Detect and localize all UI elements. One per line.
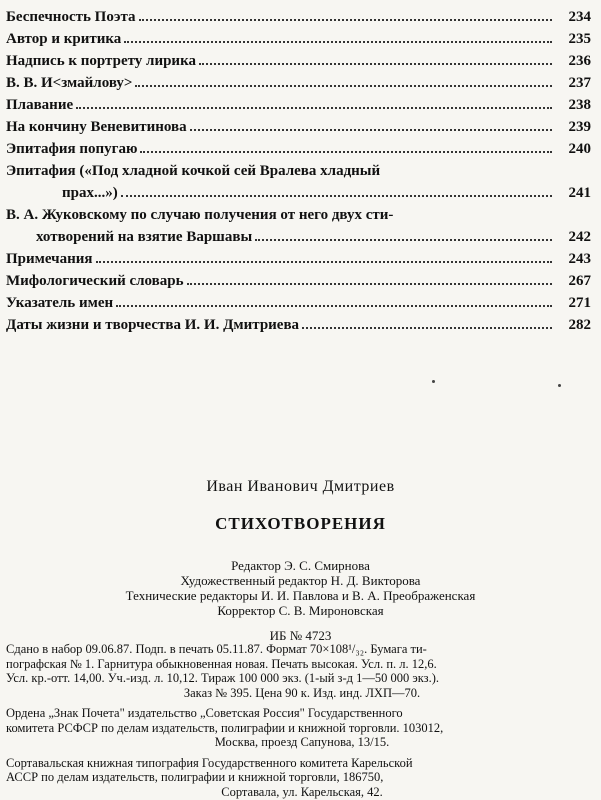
credit-line: Технические редакторы И. И. Павлова и В. А. Преображенская <box>125 588 476 603</box>
toc-entry-continuation[interactable] <box>6 182 591 204</box>
toc-entry[interactable] <box>6 50 591 72</box>
toc-entry-page: 242 <box>568 229 591 245</box>
print-line: Заказ № 395. Цена 90 к. Изд. инд. ЛХП—70. <box>183 685 421 700</box>
toc-entry-page: 243 <box>568 251 591 267</box>
toc-entry-page: 235 <box>568 31 591 47</box>
print-speck <box>432 380 435 383</box>
toc-entry-title: В. А. Жуковскому по случаю получения от него двух сти- <box>6 207 394 223</box>
toc-entry[interactable] <box>6 292 591 314</box>
toc-entry-title: Мифологический словарь <box>6 273 184 289</box>
printer-line: АССР по делам издательств, полиграфии и книжной торговли, 186750, <box>6 770 384 784</box>
toc-entry-title: Указатель имен <box>6 295 114 311</box>
toc-entry-title: прах...») <box>62 185 118 201</box>
toc-entry-title: Эпитафия попугаю <box>6 141 138 157</box>
toc-entry[interactable] <box>6 72 591 94</box>
toc-entry-title: Надпись к портрету лирика <box>6 53 196 69</box>
toc-entry[interactable] <box>6 116 591 138</box>
toc-entry-title: Примечания <box>6 251 93 267</box>
toc-entry[interactable] <box>6 160 591 182</box>
toc-entry[interactable] <box>6 94 591 116</box>
toc-entry-title: В. В. И<змайлову> <box>6 75 133 91</box>
credit-line: Корректор С. В. Мироновская <box>217 603 384 618</box>
imprint-block <box>6 642 598 799</box>
toc-entry[interactable] <box>6 248 591 270</box>
table-of-contents <box>6 6 591 336</box>
toc-entry-page: 239 <box>568 119 591 135</box>
toc-entry-page: 241 <box>568 185 591 201</box>
toc-entry-title: Автор и критика <box>6 31 122 47</box>
toc-entry-page: 240 <box>568 141 591 157</box>
print-line: пографская № 1. Гарнитура обыкновенная новая. Печать высокая. Усл. п. л. 12,6. <box>6 656 437 671</box>
toc-entry[interactable] <box>6 6 591 28</box>
toc-entry-title: Эпитафия («Под хладной кочкой сей Вралева хладный <box>6 163 381 179</box>
toc-entry-title: На кончину Веневитинова <box>6 119 187 135</box>
credit-line: Художественный редактор Н. Д. Викторова <box>180 573 421 588</box>
publisher-line: Москва, проезд Сапунова, 13/15. <box>214 735 390 749</box>
toc-entry-page: 237 <box>568 75 591 91</box>
print-line: Сдано в набор 09.06.87. Подп. в печать 05.11.87. Формат 70×108¹/₃₂. Бумага ти- <box>6 642 427 656</box>
toc-entry-continuation[interactable] <box>6 226 591 248</box>
toc-entry-page: 234 <box>568 9 591 25</box>
toc-entry[interactable] <box>6 314 591 336</box>
printer-line: Сортавальская книжная типография Государственного комитета Карельской <box>6 755 413 770</box>
print-speck <box>558 384 561 387</box>
toc-entry-title: Плавание <box>6 97 74 113</box>
toc-entry-title: Даты жизни и творчества И. И. Дмитриева <box>6 317 300 333</box>
toc-entry-page: 282 <box>568 317 591 333</box>
toc-entry-title: Беспечность Поэта <box>6 9 136 25</box>
toc-entry-page: 267 <box>568 273 591 289</box>
toc-entry-page: 236 <box>568 53 591 69</box>
credit-line: Редактор Э. С. Смирнова <box>231 558 370 573</box>
toc-entry[interactable] <box>6 204 591 226</box>
ib-number: ИБ № 4723 <box>269 628 332 643</box>
editorial-credits <box>0 558 601 618</box>
printer-line: Сортавала, ул. Карельская, 42. <box>221 784 383 799</box>
toc-entry-title: хотворений на взятие Варшавы <box>36 229 253 245</box>
toc-entry[interactable] <box>6 270 591 292</box>
toc-entry[interactable] <box>6 138 591 160</box>
publisher-line: комитета РСФСР по делам издательств, полиграфии и книжной торговли. 103012, <box>6 720 444 735</box>
book-author: Иван Иванович Дмитриев <box>206 478 395 495</box>
book-title: СТИХОТВОРЕНИЯ <box>215 514 386 533</box>
toc-entry-page: 238 <box>568 97 591 113</box>
toc-entry-page: 271 <box>568 295 591 311</box>
publisher-line: Ордена „Знак Почета" издательство „Советская Россия" Государственного <box>6 706 403 720</box>
toc-entry[interactable] <box>6 28 591 50</box>
print-line: Усл. кр.-отт. 14,00. Уч.-изд. л. 10,12. Тираж 100 000 экз. (1-ый з-д 1—50 000 экз.). <box>6 671 440 685</box>
